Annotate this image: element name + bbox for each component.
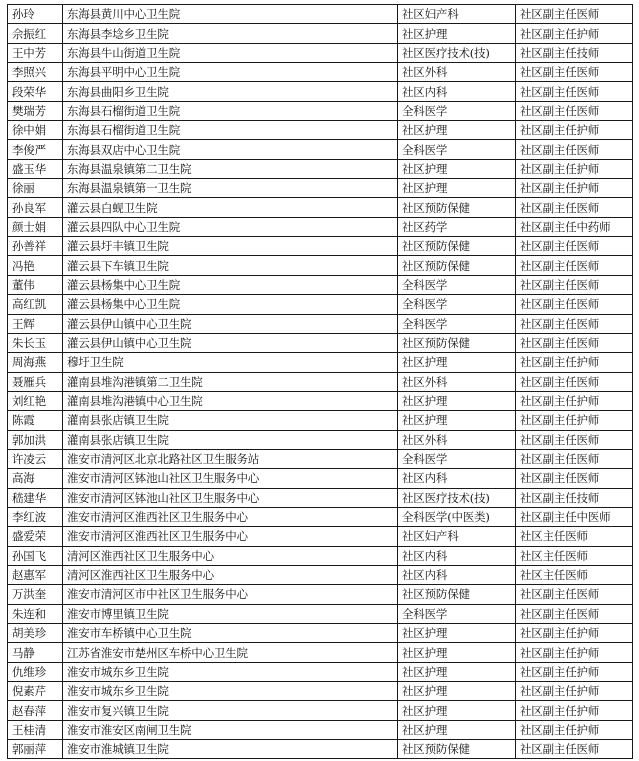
work-unit-cell: 东海县温泉镇第二卫生院 — [63, 159, 398, 178]
specialty-cell: 全科医学 — [398, 604, 516, 623]
title-cell: 社区副主任护师 — [516, 624, 633, 643]
person-name-cell: 朱长玉 — [8, 333, 63, 352]
title-cell: 社区副主任医师 — [516, 198, 633, 217]
work-unit-cell: 淮安市清河区市中社区卫生服务中心 — [63, 585, 398, 604]
person-name-cell: 段荣华 — [8, 82, 63, 101]
work-unit-cell: 东海县曲阳乡卫生院 — [63, 82, 398, 101]
person-name-cell: 孙玲 — [8, 5, 63, 24]
work-unit-cell: 东海县双店中心卫生院 — [63, 140, 398, 159]
table-row — [8, 430, 633, 449]
work-unit-cell: 淮安市淮城镇卫生院 — [63, 740, 398, 759]
table-row — [8, 507, 633, 526]
work-unit-cell: 灌云县四队中心卫生院 — [63, 217, 398, 236]
title-cell: 社区主任医师 — [516, 546, 633, 565]
title-cell: 社区副主任中医师 — [516, 507, 633, 526]
table-row — [8, 314, 633, 333]
work-unit-cell: 淮安市清河区钵池山社区卫生服务中心 — [63, 469, 398, 488]
person-name-cell: 马静 — [8, 643, 63, 662]
person-name-cell: 万洪奎 — [8, 585, 63, 604]
specialty-cell: 社区护理 — [398, 662, 516, 681]
work-unit-cell: 东海县温泉镇第一卫生院 — [63, 179, 398, 198]
work-unit-cell: 淮安市清河区淮西社区卫生服务中心 — [63, 527, 398, 546]
person-name-cell: 刘红艳 — [8, 391, 63, 410]
work-unit-cell: 东海县平明中心卫生院 — [63, 63, 398, 82]
table-row — [8, 565, 633, 584]
person-name-cell: 董伟 — [8, 275, 63, 294]
table-row — [8, 353, 633, 372]
specialty-cell: 社区护理 — [398, 179, 516, 198]
table-row — [8, 275, 633, 294]
specialty-cell: 社区护理 — [398, 682, 516, 701]
table-row — [8, 198, 633, 217]
work-unit-cell: 淮安市清河区淮西社区卫生服务中心 — [63, 507, 398, 526]
table-row — [8, 546, 633, 565]
person-name-cell: 聂雁兵 — [8, 372, 63, 391]
table-row — [8, 295, 633, 314]
work-unit-cell: 淮安市城东乡卫生院 — [63, 682, 398, 701]
title-cell: 社区副主任护师 — [516, 662, 633, 681]
table-row — [8, 527, 633, 546]
person-name-cell: 郭加洪 — [8, 430, 63, 449]
work-unit-cell: 淮安市车桥镇中心卫生院 — [63, 624, 398, 643]
work-unit-cell: 灌云县下车镇卫生院 — [63, 256, 398, 275]
person-name-cell: 陈霞 — [8, 411, 63, 430]
table-row — [8, 682, 633, 701]
specialty-cell: 社区护理 — [398, 121, 516, 140]
table-row — [8, 720, 633, 739]
table-row — [8, 256, 633, 275]
specialty-cell: 社区外科 — [398, 430, 516, 449]
work-unit-cell: 灌云县伊山镇中心卫生院 — [63, 314, 398, 333]
work-unit-cell: 灌云县杨集中心卫生院 — [63, 295, 398, 314]
title-cell: 社区副主任医师 — [516, 333, 633, 352]
person-name-cell: 李红波 — [8, 507, 63, 526]
title-cell: 社区副主任护师 — [516, 391, 633, 410]
person-name-cell: 樊瑞芳 — [8, 101, 63, 120]
specialty-cell: 社区医疗技术(技) — [398, 43, 516, 62]
specialty-cell: 社区预防保健 — [398, 198, 516, 217]
specialty-cell: 社区护理 — [398, 159, 516, 178]
work-unit-cell: 东海县石榴街道卫生院 — [63, 101, 398, 120]
table-row — [8, 469, 633, 488]
table-row — [8, 391, 633, 410]
person-name-cell: 孙善祥 — [8, 237, 63, 256]
title-cell: 社区副主任医师 — [516, 449, 633, 468]
work-unit-cell: 淮安市淮安区南闸卫生院 — [63, 720, 398, 739]
specialty-cell: 社区妇产科 — [398, 5, 516, 24]
title-cell: 社区副主任技师 — [516, 488, 633, 507]
specialty-cell: 全科医学 — [398, 275, 516, 294]
work-unit-cell: 东海县黄川中心卫生院 — [63, 5, 398, 24]
person-name-cell: 高红凯 — [8, 295, 63, 314]
title-cell: 社区主任医师 — [516, 565, 633, 584]
table-row — [8, 662, 633, 681]
title-cell: 社区副主任医师 — [516, 63, 633, 82]
person-name-cell: 徐丽 — [8, 179, 63, 198]
title-cell: 社区副主任医师 — [516, 275, 633, 294]
specialty-cell: 全科医学 — [398, 314, 516, 333]
person-name-cell: 冯艳 — [8, 256, 63, 275]
work-unit-cell: 灌云县伊山镇中心卫生院 — [63, 333, 398, 352]
specialty-cell: 社区妇产科 — [398, 527, 516, 546]
title-cell: 社区副主任护师 — [516, 179, 633, 198]
specialty-cell: 社区内科 — [398, 565, 516, 584]
person-name-cell: 王桂清 — [8, 720, 63, 739]
title-cell: 社区副主任医师 — [516, 5, 633, 24]
specialty-cell: 社区医疗技术(技) — [398, 488, 516, 507]
work-unit-cell: 东海县石榴街道卫生院 — [63, 121, 398, 140]
title-cell: 社区副主任医师 — [516, 604, 633, 623]
work-unit-cell: 灌南县张店镇卫生院 — [63, 430, 398, 449]
title-cell: 社区副主任医师 — [516, 295, 633, 314]
specialty-cell: 社区预防保健 — [398, 333, 516, 352]
specialty-cell: 全科医学 — [398, 101, 516, 120]
person-name-cell: 王中芳 — [8, 43, 63, 62]
personnel-table — [7, 4, 633, 759]
title-cell: 社区副主任医师 — [516, 140, 633, 159]
work-unit-cell: 灌南县堆沟港镇第二卫生院 — [63, 372, 398, 391]
title-cell: 社区副主任医师 — [516, 237, 633, 256]
person-name-cell: 佘振红 — [8, 24, 63, 43]
title-cell: 社区副主任中药师 — [516, 217, 633, 236]
title-cell: 社区副主任护师 — [516, 159, 633, 178]
person-name-cell: 孙良军 — [8, 198, 63, 217]
table-row — [8, 140, 633, 159]
personnel-table-body — [8, 5, 633, 759]
table-row — [8, 82, 633, 101]
title-cell: 社区副主任护师 — [516, 643, 633, 662]
table-row — [8, 585, 633, 604]
table-row — [8, 63, 633, 82]
specialty-cell: 社区预防保健 — [398, 237, 516, 256]
table-row — [8, 159, 633, 178]
table-row — [8, 372, 633, 391]
specialty-cell: 社区护理 — [398, 624, 516, 643]
table-row — [8, 237, 633, 256]
work-unit-cell: 清河区淮西社区卫生服务中心 — [63, 565, 398, 584]
title-cell: 社区副主任护师 — [516, 411, 633, 430]
work-unit-cell: 淮安市城东乡卫生院 — [63, 662, 398, 681]
title-cell: 社区副主任医师 — [516, 256, 633, 275]
title-cell: 社区副主任护师 — [516, 121, 633, 140]
title-cell: 社区副主任医师 — [516, 314, 633, 333]
specialty-cell: 社区内科 — [398, 82, 516, 101]
work-unit-cell: 江苏省淮安市楚州区车桥中心卫生院 — [63, 643, 398, 662]
person-name-cell: 王辉 — [8, 314, 63, 333]
table-row — [8, 488, 633, 507]
title-cell: 社区副主任护师 — [516, 720, 633, 739]
title-cell: 社区副主任医师 — [516, 740, 633, 759]
work-unit-cell: 东海县李埝乡卫生院 — [63, 24, 398, 43]
person-name-cell: 盛玉华 — [8, 159, 63, 178]
specialty-cell: 社区护理 — [398, 720, 516, 739]
table-row — [8, 333, 633, 352]
table-row — [8, 701, 633, 720]
title-cell: 社区副主任护师 — [516, 353, 633, 372]
person-name-cell: 仇维珍 — [8, 662, 63, 681]
specialty-cell: 全科医学 — [398, 449, 516, 468]
person-name-cell: 倪素芹 — [8, 682, 63, 701]
work-unit-cell: 淮安市清河区钵池山社区卫生服务中心 — [63, 488, 398, 507]
work-unit-cell: 灌云县圩丰镇卫生院 — [63, 237, 398, 256]
specialty-cell: 社区内科 — [398, 546, 516, 565]
title-cell: 社区副主任医师 — [516, 469, 633, 488]
person-name-cell: 盛爱荣 — [8, 527, 63, 546]
specialty-cell: 全科医学 — [398, 295, 516, 314]
work-unit-cell: 淮安市博里镇卫生院 — [63, 604, 398, 623]
title-cell: 社区主任医师 — [516, 527, 633, 546]
specialty-cell: 社区外科 — [398, 63, 516, 82]
work-unit-cell: 淮安市清河区北京北路社区卫生服务站 — [63, 449, 398, 468]
specialty-cell: 社区预防保健 — [398, 740, 516, 759]
person-name-cell: 颜士娟 — [8, 217, 63, 236]
person-name-cell: 李俊严 — [8, 140, 63, 159]
table-row — [8, 101, 633, 120]
work-unit-cell: 灌南县张店镇卫生院 — [63, 411, 398, 430]
title-cell: 社区副主任技师 — [516, 43, 633, 62]
work-unit-cell: 灌云县杨集中心卫生院 — [63, 275, 398, 294]
title-cell: 社区副主任医师 — [516, 82, 633, 101]
specialty-cell: 社区护理 — [398, 353, 516, 372]
person-name-cell: 许凌云 — [8, 449, 63, 468]
work-unit-cell: 灌南县堆沟港镇中心卫生院 — [63, 391, 398, 410]
table-row — [8, 449, 633, 468]
specialty-cell: 全科医学 — [398, 140, 516, 159]
person-name-cell: 李照兴 — [8, 63, 63, 82]
person-name-cell: 高海 — [8, 469, 63, 488]
specialty-cell: 社区药学 — [398, 217, 516, 236]
table-row — [8, 43, 633, 62]
person-name-cell: 嵇建华 — [8, 488, 63, 507]
work-unit-cell: 淮安市复兴镇卫生院 — [63, 701, 398, 720]
title-cell: 社区副主任护师 — [516, 24, 633, 43]
table-row — [8, 24, 633, 43]
work-unit-cell: 穆圩卫生院 — [63, 353, 398, 372]
table-row — [8, 740, 633, 759]
table-row — [8, 624, 633, 643]
specialty-cell: 社区护理 — [398, 24, 516, 43]
person-name-cell: 郭丽萍 — [8, 740, 63, 759]
person-name-cell: 赵春萍 — [8, 701, 63, 720]
work-unit-cell: 东海县牛山街道卫生院 — [63, 43, 398, 62]
specialty-cell: 社区护理 — [398, 411, 516, 430]
specialty-cell: 社区外科 — [398, 372, 516, 391]
specialty-cell: 社区护理 — [398, 701, 516, 720]
title-cell: 社区副主任医师 — [516, 372, 633, 391]
specialty-cell: 社区护理 — [398, 643, 516, 662]
specialty-cell: 社区预防保健 — [398, 585, 516, 604]
title-cell: 社区副主任医师 — [516, 430, 633, 449]
title-cell: 社区副主任护师 — [516, 682, 633, 701]
specialty-cell: 社区预防保健 — [398, 256, 516, 275]
person-name-cell: 徐中娟 — [8, 121, 63, 140]
title-cell: 社区副主任护师 — [516, 701, 633, 720]
person-name-cell: 孙国飞 — [8, 546, 63, 565]
work-unit-cell: 清河区淮西社区卫生服务中心 — [63, 546, 398, 565]
title-cell: 社区副主任医师 — [516, 101, 633, 120]
work-unit-cell: 灌云县白蚬卫生院 — [63, 198, 398, 217]
specialty-cell: 全科医学(中医类) — [398, 507, 516, 526]
table-row — [8, 5, 633, 24]
person-name-cell: 赵惠军 — [8, 565, 63, 584]
table-row — [8, 411, 633, 430]
table-row — [8, 604, 633, 623]
table-row — [8, 643, 633, 662]
specialty-cell: 社区护理 — [398, 391, 516, 410]
table-row — [8, 179, 633, 198]
specialty-cell: 社区内科 — [398, 469, 516, 488]
person-name-cell: 周海燕 — [8, 353, 63, 372]
title-cell: 社区副主任医师 — [516, 585, 633, 604]
table-row — [8, 217, 633, 236]
table-row — [8, 121, 633, 140]
person-name-cell: 朱连和 — [8, 604, 63, 623]
person-name-cell: 胡美珍 — [8, 624, 63, 643]
